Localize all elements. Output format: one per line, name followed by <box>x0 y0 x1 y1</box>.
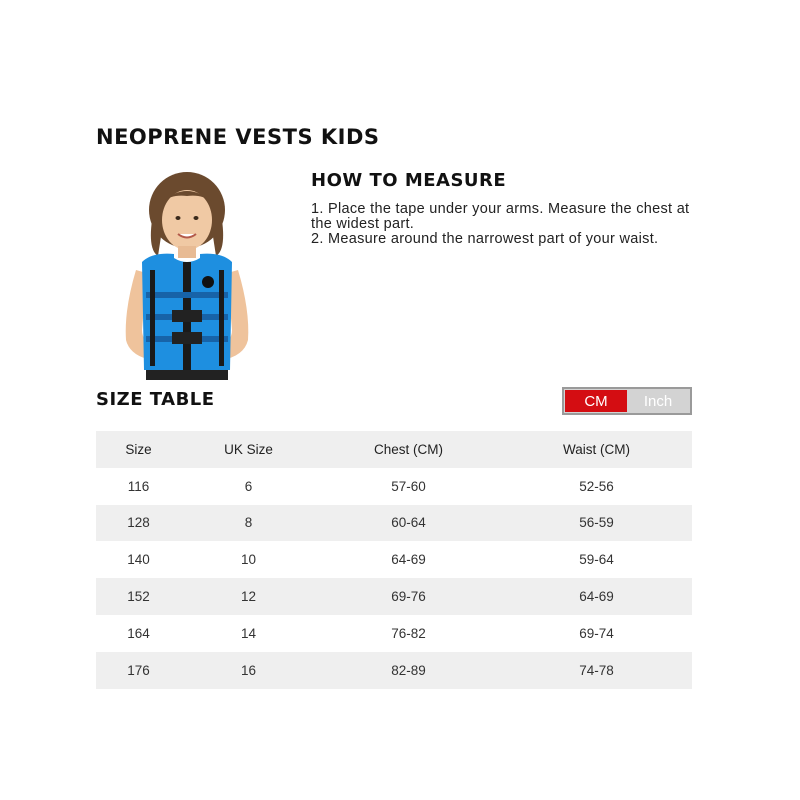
table-row <box>96 615 692 652</box>
cell-uk-size: 10 <box>181 541 316 578</box>
table-row <box>96 578 692 615</box>
cell-size: 140 <box>96 541 181 578</box>
column-header-chest: Chest (CM) <box>316 431 501 468</box>
how-to-measure-heading: HOW TO MEASURE <box>311 170 507 191</box>
cell-chest: 57-60 <box>316 468 501 505</box>
cell-size: 128 <box>96 505 181 542</box>
size-table <box>96 431 692 689</box>
page-title: NEOPRENE VESTS KIDS <box>96 125 380 149</box>
cell-waist: 52-56 <box>501 468 692 505</box>
unit-inch-button[interactable]: Inch <box>627 390 689 412</box>
table-header-row <box>96 431 692 468</box>
unit-toggle[interactable] <box>562 387 692 415</box>
cell-size: 152 <box>96 578 181 615</box>
measure-step-2: 2. Measure around the narrowest part of your waist. <box>311 231 659 247</box>
cell-size: 116 <box>96 468 181 505</box>
cell-waist: 56-59 <box>501 505 692 542</box>
table-row <box>96 505 692 542</box>
column-header-uk-size: UK Size <box>181 431 316 468</box>
cell-size: 176 <box>96 652 181 689</box>
kid-vest-image <box>112 170 262 380</box>
cell-chest: 69-76 <box>316 578 501 615</box>
cell-size: 164 <box>96 615 181 652</box>
cell-waist: 59-64 <box>501 541 692 578</box>
table-row <box>96 652 692 689</box>
cell-chest: 76-82 <box>316 615 501 652</box>
cell-waist: 74-78 <box>501 652 692 689</box>
cell-uk-size: 6 <box>181 468 316 505</box>
size-table-heading: SIZE TABLE <box>96 389 215 410</box>
cell-uk-size: 16 <box>181 652 316 689</box>
cell-waist: 64-69 <box>501 578 692 615</box>
column-header-size: Size <box>96 431 181 468</box>
unit-cm-button[interactable]: CM <box>565 390 627 412</box>
cell-chest: 82-89 <box>316 652 501 689</box>
cell-chest: 64-69 <box>316 541 501 578</box>
measure-step-1: 1. Place the tape under your arms. Measure the chest at the widest part. <box>311 201 690 232</box>
table-row <box>96 468 692 505</box>
column-header-waist: Waist (CM) <box>501 431 692 468</box>
measure-instructions <box>311 202 691 247</box>
cell-uk-size: 12 <box>181 578 316 615</box>
cell-uk-size: 14 <box>181 615 316 652</box>
table-row <box>96 541 692 578</box>
cell-uk-size: 8 <box>181 505 316 542</box>
cell-waist: 69-74 <box>501 615 692 652</box>
cell-chest: 60-64 <box>316 505 501 542</box>
